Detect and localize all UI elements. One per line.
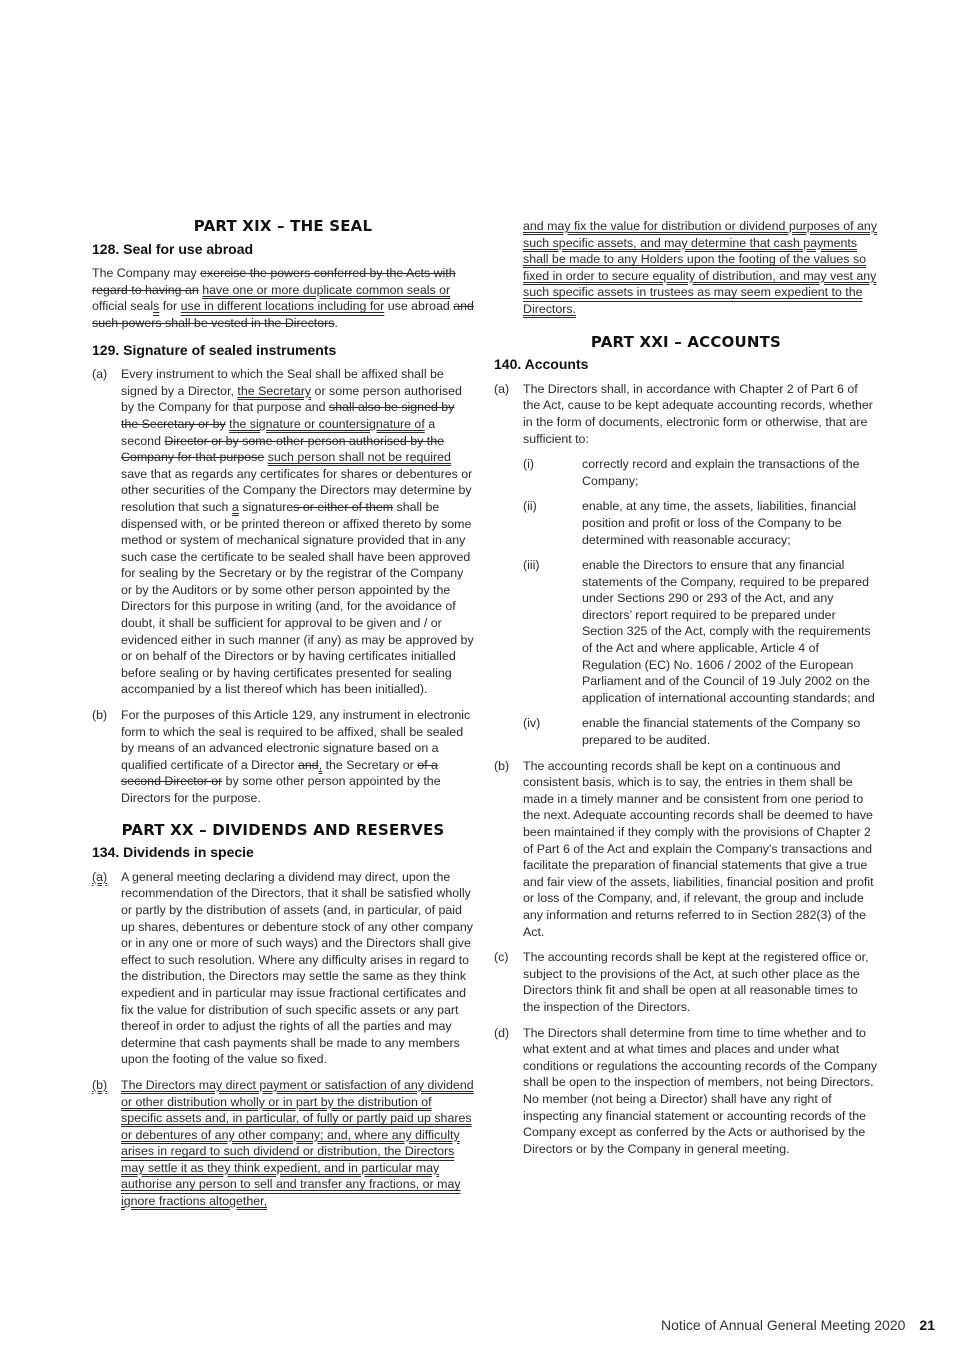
- article-134-b-continued: and may fix the value for distribution or dividend purposes of any such specific assets, and may determine that cash payments shall be made to any Holders upon the footing of the values so fixed in order to secure equality of distribution, and may vest any such specific assets in trustees as may seem expedient to the Directors.: [523, 219, 878, 316]
- item-label: (a): [494, 381, 510, 396]
- article-128-text: The Company may exercise the powers conferred by the Acts with regard to having an have one or more duplicate common seals or official seals for use in different locations including for use abroad and such powers shall be vested in the Directors.: [92, 266, 474, 330]
- sub-item-label: (ii): [523, 499, 537, 514]
- item-text: A general meeting declaring a dividend may direct, upon the recommendation of the Directors, that it shall be satisfied wholly or partly by the distribution of assets (and, in particular, of paid up shares, debentures or debenture stock of any other company or in any one or more of such ways) and the Directors shall give effect to such resolution. Where any difficulty arises in regard to the distribution, the Directors may settle the same as they think expedient and in particular may issue fractional certificates and fix the value for distribution of such specific assets or any part thereof in order to adjust the rights of all the parties and may determine that cash payments shall be made to any members upon the footing of the value so fixed.: [121, 869, 473, 1067]
- inserted-text: have one or more duplicate common seals or: [202, 282, 451, 297]
- article-140-a: [494, 381, 878, 447]
- item-label: (a): [92, 367, 108, 382]
- sub-item-label: (iii): [523, 558, 540, 573]
- right-column: [494, 218, 878, 1166]
- deleted-text: and such powers shall be vested in the Directors: [92, 299, 474, 330]
- article-140-a-i: [523, 456, 878, 489]
- item-label: (b): [494, 758, 510, 773]
- sub-item-text: enable, at any time, the assets, liabilities, financial position and profit or loss of the Company to be determined with reasonable accuracy;: [582, 499, 857, 547]
- article-140-d: [494, 1025, 878, 1158]
- article-129-heading: 129. Signature of sealed instruments: [92, 341, 337, 358]
- article-134-heading: 134. Dividends in specie: [92, 844, 254, 861]
- part-xx-title: PART XX – DIVIDENDS AND RESERVES: [121, 820, 445, 839]
- article-129-b: [92, 707, 474, 807]
- article-134-a: [92, 869, 474, 1068]
- item-text: The accounting records shall be kept at the registered office or, subject to the provisions of the Act, at such other place as the Directors think fit and shall be open at all reasonable times to the inspection of the Directors.: [523, 950, 869, 1014]
- article-140-c: [494, 949, 878, 1015]
- deleted-text: exercise the powers conferred by the Acts with regard to having an: [92, 266, 456, 297]
- article-140-heading: 140. Accounts: [494, 356, 589, 373]
- item-label: (a): [92, 869, 108, 884]
- item-label: (b): [92, 1077, 108, 1092]
- part-xix-title: PART XIX – THE SEAL: [193, 217, 373, 235]
- sub-item-text: enable the financial statements of the Company so prepared to be audited.: [582, 716, 861, 748]
- article-128-heading: 128. Seal for use abroad: [92, 240, 254, 257]
- sub-item-label: (i): [523, 457, 535, 472]
- inserted-text: s: [153, 299, 160, 314]
- item-label: (d): [494, 1025, 510, 1040]
- part-xxi-title: PART XXI – ACCOUNTS: [590, 332, 782, 351]
- article-140-a-iii: [523, 557, 878, 706]
- item-text: The Directors shall determine from time to time whether and to what extent and at what times and places and under what conditions or regulations the accounting records of the Company shall be open to the inspection of members, not being Directors. No member (not being a Director) shall have any right of inspecting any financial statement or accounting records of the Company except as conferred by the Acts or authorised by the Directors or by the Company in general meeting.: [523, 1025, 878, 1156]
- article-129-a: [92, 366, 474, 698]
- item-text: The Directors may direct payment or satisfaction of any dividend or other distribution wholly or in part by the distribution of specific assets and, in particular, of fully or partly paid up shares or debentures of any other company; and, where any difficulty arises in regard to such dividend or distribution, the Directors may settle it as they think expedient, and in particular may authorise any person to sell and transfer any fractions, or may ignore fractions altogether,: [121, 1077, 474, 1209]
- article-140-a-ii: [523, 498, 878, 548]
- page-number: 21: [919, 1317, 935, 1333]
- item-label: (b): [92, 708, 108, 723]
- inserted-text: use in different locations including for: [180, 299, 385, 314]
- article-140-b: [494, 758, 878, 941]
- item-text: The accounting records shall be kept on a continuous and consistent basis, which is to say, the entries in them shall be made in a timely manner and be consistent from one period to the next. Adequate accounting records shall be deemed to have been maintained if they comply with the provisions of Chapter 2 of Part 6 of the Act and explain the Company’s transactions and facilitate the preparation of financial statements that give a true and fair view of the assets, liabilities, financial position and profit or loss of the Company, and, if relevant, the group and include any information and returns referred to in Section 282(3) of the Act.: [523, 758, 874, 939]
- item-text: The Directors shall, in accordance with Chapter 2 of Part 6 of the Act, cause to be kept adequate accounting records, whether in the form of documents, electronic form or otherwise, that are sufficient to:: [523, 381, 873, 446]
- page-footer: [520, 1317, 935, 1333]
- article-140-a-iv: [523, 715, 878, 748]
- item-label: (c): [494, 950, 509, 965]
- sub-item-text: enable the Directors to ensure that any financial statements of the Company, required to be prepared under Sections 290 or 293 of the Act, and any directors’ report required to be prepared under Section 325 of the Act, comply with the requirements of the Act and where applicable, Article 4 of Regulation (EC) No. 1606 / 2002 of the European Parliament and of the Council of 19 July 2002 on the application of international accounting standards; and: [582, 558, 875, 705]
- footer-title: Notice of Annual General Meeting 2020: [661, 1317, 906, 1333]
- article-134-b: [92, 1077, 474, 1210]
- sub-item-label: (iv): [523, 716, 541, 731]
- left-column: [92, 218, 474, 1219]
- item-text: Every instrument to which the Seal shall be affixed shall be signed by a Director, the Secretary or some person authorised by the Company for that purpose and shall also be signed by the Secretary or by the signature or countersignature of a second Director or by some other person authorised by the Company for that purpose such person shall not be required save that as regards any certificates for shares or debentures or other securities of the Company the Directors may determine by resolution that such a signatures or either of them shall be dispensed with, or be printed thereon or affixed thereto by some method or system of mechanical signature provided that in any such case the certificate to be sealed shall have been approved for sealing by the Secretary or by the registrar of the Company or by the Auditors or by some other person appointed by the Directors for this purpose in writing (and, for the avoidance of doubt, it shall be sufficient for approval to be given and / or evidenced either in such manner (if any) as may be approved by or on behalf of the Directors or by having certificates initialled before sealing or by having certificates presented for sealing accompanied by a list thereof which has been initialled).: [121, 367, 474, 697]
- sub-item-text: correctly record and explain the transactions of the Company;: [582, 457, 860, 488]
- item-text: For the purposes of this Article 129, any instrument in electronic form to which the seal is required to be affixed, shall be sealed by means of an advanced electronic signature based on a qualified certificate of a Director and, the Secretary or of a second Director or by some other person appointed by the Directors for the purpose.: [121, 708, 471, 805]
